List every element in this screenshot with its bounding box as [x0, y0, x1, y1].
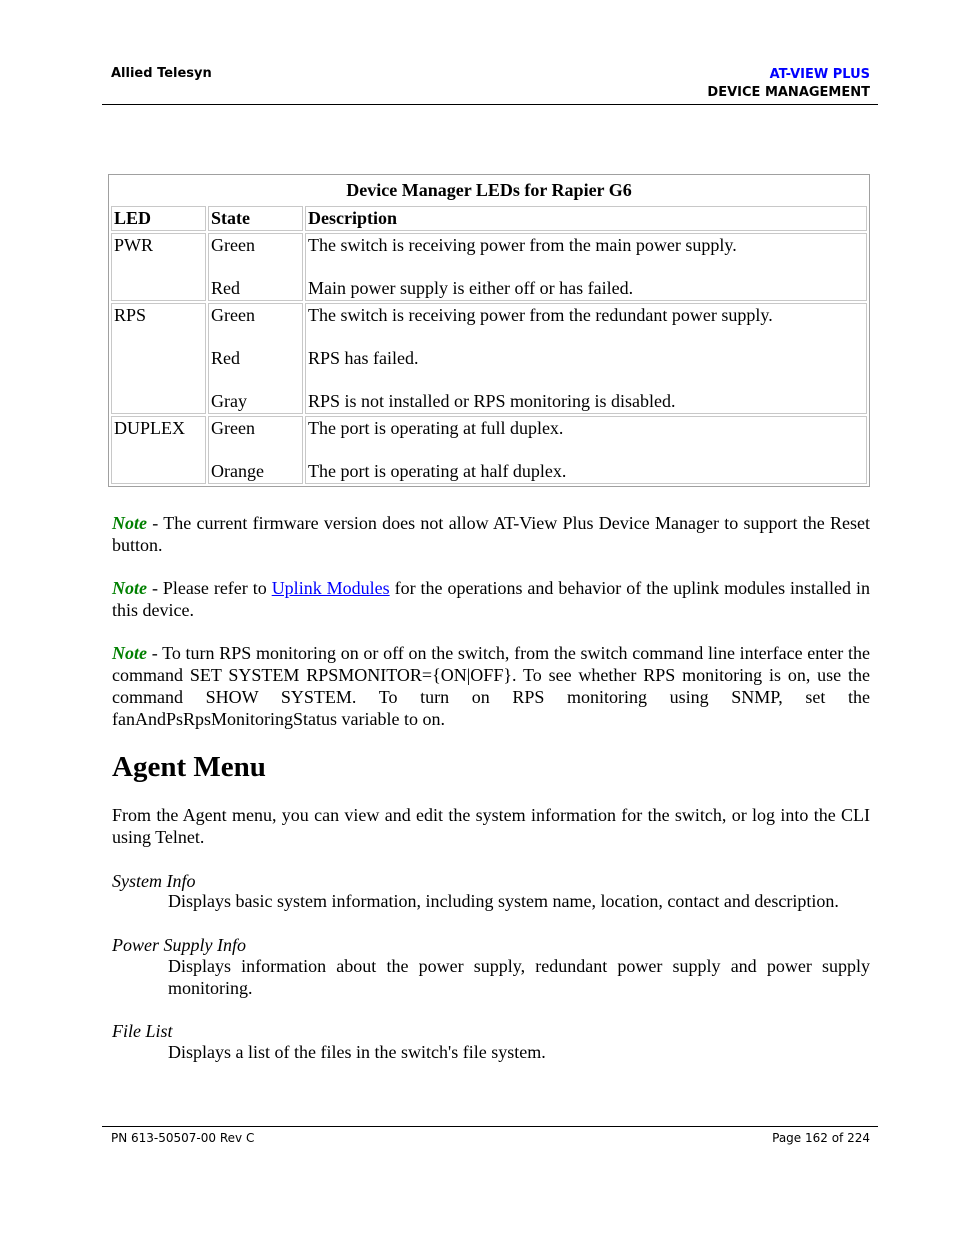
- uplink-modules-link[interactable]: Uplink Modules: [271, 578, 390, 598]
- description-value: The switch is receiving power from the redundant power supply.: [308, 305, 773, 325]
- note-rps-monitoring: [112, 642, 870, 730]
- footer-page-number: Page 162 of 224: [772, 1131, 870, 1145]
- table-row: [111, 303, 867, 414]
- note-text: - To turn RPS monitoring on or off on the switch, from the switch command line interface enter the command SET SYSTEM RPSMONITOR={ON|OFF}. To see whether RPS monitoring is on, use the command SHOW SYSTEM. To turn on RPS monitoring using SNMP, set the fanAndPsRpsMonitoringStatus variable to on.: [112, 643, 870, 729]
- led-cell: RPS: [111, 303, 206, 414]
- menu-term: System Info: [112, 871, 196, 891]
- column-header-led: LED: [111, 206, 206, 231]
- state-value: Orange: [211, 461, 264, 481]
- state-value: Green: [211, 235, 255, 255]
- menu-term: File List: [112, 1021, 173, 1041]
- led-cell: DUPLEX: [111, 416, 206, 484]
- state-value: Green: [211, 305, 255, 325]
- header-product: AT-VIEW PLUS: [769, 67, 870, 82]
- note-label: Note: [112, 578, 147, 598]
- led-table: [108, 174, 870, 487]
- state-value: Gray: [211, 391, 247, 411]
- description-value: RPS is not installed or RPS monitoring is disabled.: [308, 391, 676, 411]
- description-value: Main power supply is either off or has failed.: [308, 278, 634, 298]
- menu-definition: Displays basic system information, including system name, location, contact and description.: [168, 891, 839, 911]
- header-company: Allied Telesyn: [111, 66, 212, 81]
- menu-term: Power Supply Info: [112, 935, 246, 955]
- note-label: Note: [112, 513, 147, 533]
- description-cell: [305, 233, 867, 301]
- table-title: Device Manager LEDs for Rapier G6: [346, 180, 632, 200]
- state-cell: [208, 416, 303, 484]
- agent-menu-intro: From the Agent menu, you can view and edit the system information for the switch, or log into the CLI using Telnet.: [112, 805, 870, 847]
- menu-definition: Displays a list of the files in the switch's file system.: [168, 1042, 546, 1062]
- state-value: Red: [211, 348, 240, 368]
- note-text: - The current firmware version does not allow AT-View Plus Device Manager to support the Reset button.: [112, 513, 870, 555]
- description-value: The switch is receiving power from the main power supply.: [308, 235, 737, 255]
- header-section: DEVICE MANAGEMENT: [707, 85, 870, 100]
- note-label: Note: [112, 643, 147, 663]
- description-value: The port is operating at full duplex.: [308, 418, 564, 438]
- note-firmware: [112, 512, 870, 556]
- state-value: Red: [211, 278, 240, 298]
- header-divider: [102, 104, 878, 105]
- section-heading: Agent Menu: [112, 751, 266, 783]
- state-value: Green: [211, 418, 255, 438]
- note-uplink: [112, 577, 870, 621]
- led-cell: PWR: [111, 233, 206, 301]
- header-title-block: [707, 66, 870, 102]
- description-cell: [305, 416, 867, 484]
- menu-definition: Displays information about the power supply, redundant power supply and power supply monitoring.: [168, 956, 870, 998]
- footer-part-number: PN 613-50507-00 Rev C: [111, 1131, 255, 1145]
- column-header-state: State: [208, 206, 303, 231]
- note-text: - Please refer to: [147, 578, 272, 598]
- description-cell: [305, 303, 867, 414]
- state-cell: [208, 233, 303, 301]
- footer-divider: [102, 1126, 878, 1127]
- table-row: [111, 416, 867, 484]
- description-value: The port is operating at half duplex.: [308, 461, 567, 481]
- note-text: for the operations and behavior of the uplink modules installed in this device.: [112, 578, 870, 620]
- table-row: [111, 233, 867, 301]
- column-header-description: Description: [305, 206, 867, 231]
- state-cell: [208, 303, 303, 414]
- description-value: RPS has failed.: [308, 348, 419, 368]
